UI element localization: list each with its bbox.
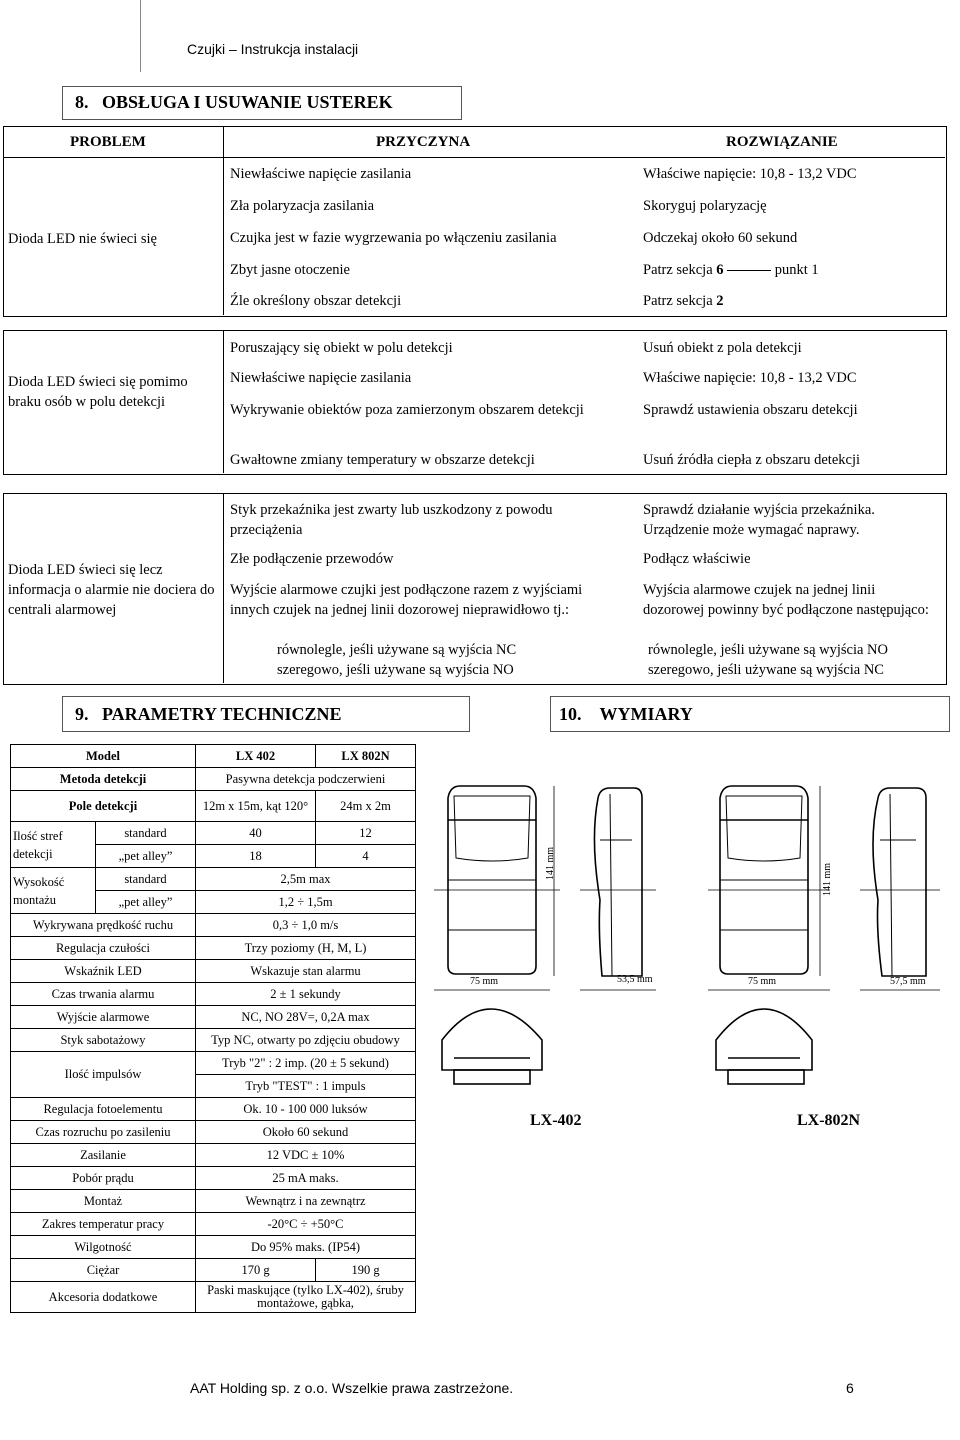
value-cell: Wskazuje stan alarmu (196, 960, 416, 983)
cause-cell: Zła polaryzacja zasilania (230, 198, 375, 214)
label-cell: Wilgotność (11, 1236, 196, 1259)
label-cell: Wykrywana prędkość ruchu (11, 914, 196, 937)
value-cell: 2,5m max (196, 868, 416, 891)
col-divider (223, 127, 224, 315)
table-row (11, 745, 416, 768)
value-cell: Paski maskujące (tylko LX-402), śruby montażowe, gąbka, (196, 1282, 416, 1313)
lx802n-side-view (873, 788, 926, 976)
col-header-solution: ROZWIĄZANIE (726, 134, 838, 150)
label-cell: Akcesoria dodatkowe (11, 1282, 196, 1313)
table-row (11, 868, 416, 891)
label-cell: Czas trwania alarmu (11, 983, 196, 1006)
label-cell: „pet alley” (96, 845, 196, 868)
col-divider (223, 494, 224, 683)
table-row (11, 914, 416, 937)
value-cell: 25 mA maks. (196, 1167, 416, 1190)
table-row (11, 768, 416, 791)
lx402-front-view (448, 786, 536, 974)
cause-cell: Złe podłączenie przewodów (230, 551, 394, 567)
dimension-drawings (420, 780, 950, 1100)
value-cell: 0,3 ÷ 1,0 m/s (196, 914, 416, 937)
value-cell: Trzy poziomy (H, M, L) (196, 937, 416, 960)
solution-cell: Właściwe napięcie: 10,8 - 13,2 VDC (643, 370, 857, 386)
label-cell: Pobór prądu (11, 1167, 196, 1190)
value-cell: 12 VDC ± 10% (196, 1144, 416, 1167)
solution-cell (643, 260, 819, 280)
table-row (11, 1144, 416, 1167)
table-row (11, 960, 416, 983)
label-cell: Ilość stref detekcji (11, 822, 96, 868)
label-cell: Model (11, 745, 196, 768)
label-cell: Pole detekcji (11, 791, 196, 822)
solution-cell: szeregowo, jeśli używane są wyjścia NC (648, 662, 884, 678)
cause-cell: Styk przekaźnika jest zwarty lub uszkodzony z powodu przeciążenia (230, 502, 553, 538)
label-cell: Wysokość montażu (11, 868, 96, 914)
depth-dim-label: 53,5 mm (617, 974, 653, 985)
solution-text: punkt 1 (771, 262, 819, 278)
table-row (11, 1213, 416, 1236)
value-cell: 170 g (196, 1259, 316, 1282)
label-cell: Zasilanie (11, 1144, 196, 1167)
label-cell: Wskaźnik LED (11, 960, 196, 983)
lx802n-front-view (720, 786, 808, 974)
problem-cell: Dioda LED świeci się lecz informacja o alarmie nie dociera do centrali alarmowej (8, 562, 215, 618)
value-cell: 1,2 ÷ 1,5m (196, 891, 416, 914)
value-cell: Ok. 10 - 100 000 luksów (196, 1098, 416, 1121)
table-row (11, 1282, 416, 1313)
solution-cell: Podłącz właściwie (643, 551, 751, 567)
table-row (11, 791, 416, 822)
problem-cell: Dioda LED świeci się pomimo braku osób w polu detekcji (8, 374, 188, 410)
solution-text: Patrz sekcja (643, 293, 717, 309)
value-cell: 40 (196, 822, 316, 845)
section-ref: 6 (716, 262, 724, 278)
solution-cell: Skoryguj polaryzację (643, 198, 767, 214)
value-cell: Do 95% maks. (IP54) (196, 1236, 416, 1259)
table-row (11, 1121, 416, 1144)
cause-cell: Wykrywanie obiektów poza zamierzonym obszarem detekcji (230, 402, 584, 418)
table-row (11, 1052, 416, 1075)
solution-cell: równolegle, jeśli używane są wyjścia NO (648, 642, 888, 658)
section-title-text: OBSŁUGA I USUWANIE USTEREK (102, 92, 393, 112)
section-ref: 2 (716, 293, 724, 309)
troubleshoot-group-1 (3, 126, 947, 317)
lx402-side-view (594, 788, 642, 976)
solution-cell (643, 291, 724, 311)
cause-cell: Zbyt jasne otoczenie (230, 262, 350, 278)
value-cell: LX 802N (316, 745, 416, 768)
solution-cell: Sprawdź ustawienia obszaru detekcji (643, 402, 858, 418)
cause-cell: Źle określony obszar detekcji (230, 293, 402, 309)
label-cell: Zakres temperatur pracy (11, 1213, 196, 1236)
problem-cell: Dioda LED nie świeci się (8, 231, 157, 247)
label-cell: Wyjście alarmowe (11, 1006, 196, 1029)
label-cell: Czas rozruchu po zasileniu (11, 1121, 196, 1144)
table-row (11, 1029, 416, 1052)
label-cell: standard (96, 868, 196, 891)
table-row (11, 1259, 416, 1282)
value-cell: LX 402 (196, 745, 316, 768)
col-header-problem: PROBLEM (70, 134, 146, 150)
label-cell: standard (96, 822, 196, 845)
label-cell: Styk sabotażowy (11, 1029, 196, 1052)
value-cell: 4 (316, 845, 416, 868)
value-cell: Tryb "2" : 2 imp. (20 ± 5 sekund) (196, 1052, 416, 1075)
cause-cell: równolegle, jeśli używane są wyjścia NC (277, 642, 517, 658)
col-header-cause: PRZYCZYNA (376, 134, 471, 150)
table-row (11, 983, 416, 1006)
height-dim-label: 141 mm (545, 846, 556, 880)
table-row (11, 1167, 416, 1190)
solution-cell: Odczekaj około 60 sekund (643, 230, 798, 246)
dash (727, 270, 771, 271)
value-cell: Wewnątrz i na zewnątrz (196, 1190, 416, 1213)
table-row (11, 1236, 416, 1259)
model-label: LX-802N (797, 1112, 861, 1129)
section-10-title (550, 696, 950, 732)
solution-cell: Usuń obiekt z pola detekcji (643, 340, 802, 356)
cause-cell: Poruszający się obiekt w polu detekcji (230, 340, 453, 356)
solution-cell: Sprawdź działanie wyjścia przekaźnika. Urządzenie może wymagać naprawy. (643, 502, 875, 538)
width-dim-label: 75 mm (470, 976, 499, 987)
col-divider (223, 331, 224, 473)
params-table (10, 744, 416, 1313)
cause-cell: Niewłaściwe napięcie zasilania (230, 370, 412, 386)
value-cell: 2 ± 1 sekundy (196, 983, 416, 1006)
value-cell: Około 60 sekund (196, 1121, 416, 1144)
value-cell: -20°C ÷ +50°C (196, 1213, 416, 1236)
value-cell: NC, NO 28V=, 0,2A max (196, 1006, 416, 1029)
label-cell: Regulacja fotoelementu (11, 1098, 196, 1121)
value-cell: 18 (196, 845, 316, 868)
value-cell: Tryb "TEST" : 1 impuls (196, 1075, 416, 1098)
lx402-bottom-view (442, 1009, 542, 1084)
cause-cell: szeregowo, jeśli używane są wyjścia NO (277, 662, 514, 678)
solution-cell: Wyjścia alarmowe czujek na jednej linii dozorowej powinny być podłączone następująco: (643, 582, 929, 618)
section-number: 8. (75, 92, 89, 112)
value-cell: 12 (316, 822, 416, 845)
page-number: 6 (846, 1380, 854, 1396)
label-cell: Montaż (11, 1190, 196, 1213)
cause-cell: Wyjście alarmowe czujki jest podłączone razem z wyjściami innych czujek na jednej linii dozorowej nieprawidłowo tj.: (230, 582, 583, 618)
lx802n-bottom-view (716, 1009, 812, 1084)
solution-text: Patrz sekcja (643, 262, 717, 278)
cause-cell: Gwałtowne zmiany temperatury w obszarze detekcji (230, 452, 535, 468)
value-cell: Typ NC, otwarty po zdjęciu obudowy (196, 1029, 416, 1052)
section-title-text: PARAMETRY TECHNICZNE (102, 704, 342, 724)
table-row (11, 1098, 416, 1121)
label-cell: Ciężar (11, 1259, 196, 1282)
page-header: Czujki – Instrukcja instalacji (187, 41, 359, 57)
section-8-title (62, 86, 462, 120)
cause-cell: Niewłaściwe napięcie zasilania (230, 166, 412, 182)
solution-cell: Właściwe napięcie: 10,8 - 13,2 VDC (643, 166, 857, 182)
depth-dim-label: 57,5 mm (890, 976, 926, 987)
footer-text: AAT Holding sp. z o.o. Wszelkie prawa zastrzeżone. (190, 1380, 514, 1396)
section-number: 9. (75, 704, 89, 724)
model-label: LX-402 (530, 1112, 582, 1129)
value-cell: 12m x 15m, kąt 120° (196, 791, 316, 822)
label-cell: Ilość impulsów (11, 1052, 196, 1098)
width-dim-label: 75 mm (748, 976, 777, 987)
value-cell: Pasywna detekcja podczerwieni (196, 768, 416, 791)
table-row (11, 1190, 416, 1213)
label-cell: „pet alley” (96, 891, 196, 914)
value-cell: 24m x 2m (316, 791, 416, 822)
label-cell: Regulacja czułości (11, 937, 196, 960)
section-9-title (62, 696, 470, 732)
header-divider (140, 0, 141, 72)
height-dim-label: 141 mm (822, 862, 833, 896)
solution-cell: Usuń źródła ciepła z obszaru detekcji (643, 452, 861, 468)
table-row (11, 1006, 416, 1029)
table-row (11, 822, 416, 845)
value-cell: 190 g (316, 1259, 416, 1282)
section-number: 10. (559, 704, 582, 724)
table-row (11, 937, 416, 960)
label-cell: Metoda detekcji (11, 768, 196, 791)
header-divider (4, 157, 945, 158)
cause-cell: Czujka jest w fazie wygrzewania po włączeniu zasilania (230, 230, 557, 246)
section-title-text: WYMIARY (599, 704, 693, 724)
